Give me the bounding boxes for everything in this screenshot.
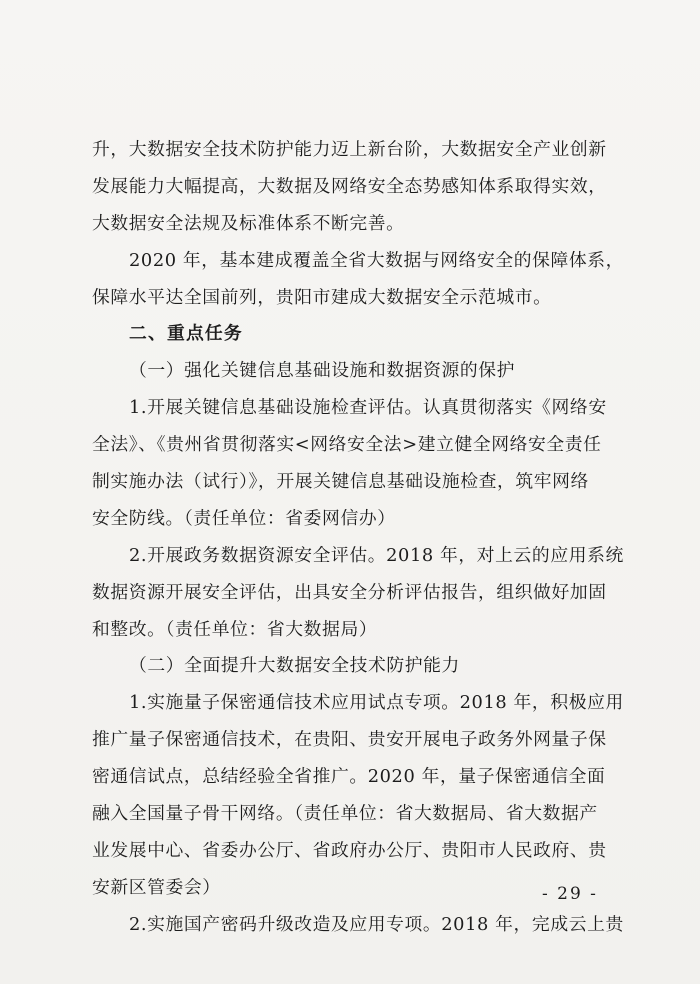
- page-number: - 29 -: [542, 884, 598, 904]
- paragraph-line: 安全防线。（责任单位：省委网信办）: [92, 507, 396, 529]
- subsection-heading: （一）强化关键信息基础设施和数据资源的保护: [129, 360, 516, 382]
- document-body: [92, 132, 625, 944]
- paragraph-line: 数据资源开展安全评估，出具安全分析评估报告，组织做好加固: [92, 581, 607, 603]
- paragraph-line: 大数据安全法规及标准体系不断完善。: [92, 212, 405, 234]
- paragraph-line: 1.开展关键信息基础设施检查评估。认真贯彻落实《网络安: [129, 397, 607, 419]
- paragraph-line: 2.实施国产密码升级改造及应用专项。2018 年，完成云上贵: [129, 913, 624, 935]
- paragraph-line: 和整改。（责任单位：省大数据局）: [92, 618, 378, 640]
- paragraph-line: 制实施办法（试行）》，开展关键信息基础设施检查，筑牢网络: [92, 471, 589, 493]
- paragraph-line: 安新区管委会）: [92, 876, 221, 898]
- paragraph-line: 密通信试点，总结经验全省推广。2020 年，量子保密通信全面: [92, 766, 606, 788]
- paragraph-line: 业发展中心、省委办公厅、省政府办公厅、贵阳市人民政府、贵: [92, 839, 607, 861]
- subsection-heading: （二）全面提升大数据安全技术防护能力: [129, 655, 460, 677]
- paragraph-line: 2020 年，基本建成覆盖全省大数据与网络安全的保障体系，: [129, 249, 625, 271]
- paragraph-line: 升，大数据安全技术防护能力迈上新台阶，大数据安全产业创新: [92, 139, 607, 160]
- paragraph-line: 1.实施量子保密通信技术应用试点专项。2018 年，积极应用: [129, 692, 624, 714]
- paragraph-line: 2.开展政务数据资源安全评估。2018 年，对上云的应用系统: [129, 544, 624, 566]
- paragraph-line: 全法》、《贵州省贯彻落实<网络安全法>建立健全网络安全责任: [92, 434, 602, 456]
- paragraph-line: 发展能力大幅提高，大数据及网络安全态势感知体系取得实效，: [92, 175, 607, 197]
- paragraph-line: 保障水平达全国前列，贵阳市建成大数据安全示范城市。: [92, 286, 552, 308]
- paragraph-line: 融入全国量子骨干网络。（责任单位：省大数据局、省大数据产: [92, 803, 598, 825]
- section-heading: 二、重点任务: [129, 323, 243, 345]
- paragraph-line: 推广量子保密通信技术，在贵阳、贵安开展电子政务外网量子保: [92, 729, 607, 751]
